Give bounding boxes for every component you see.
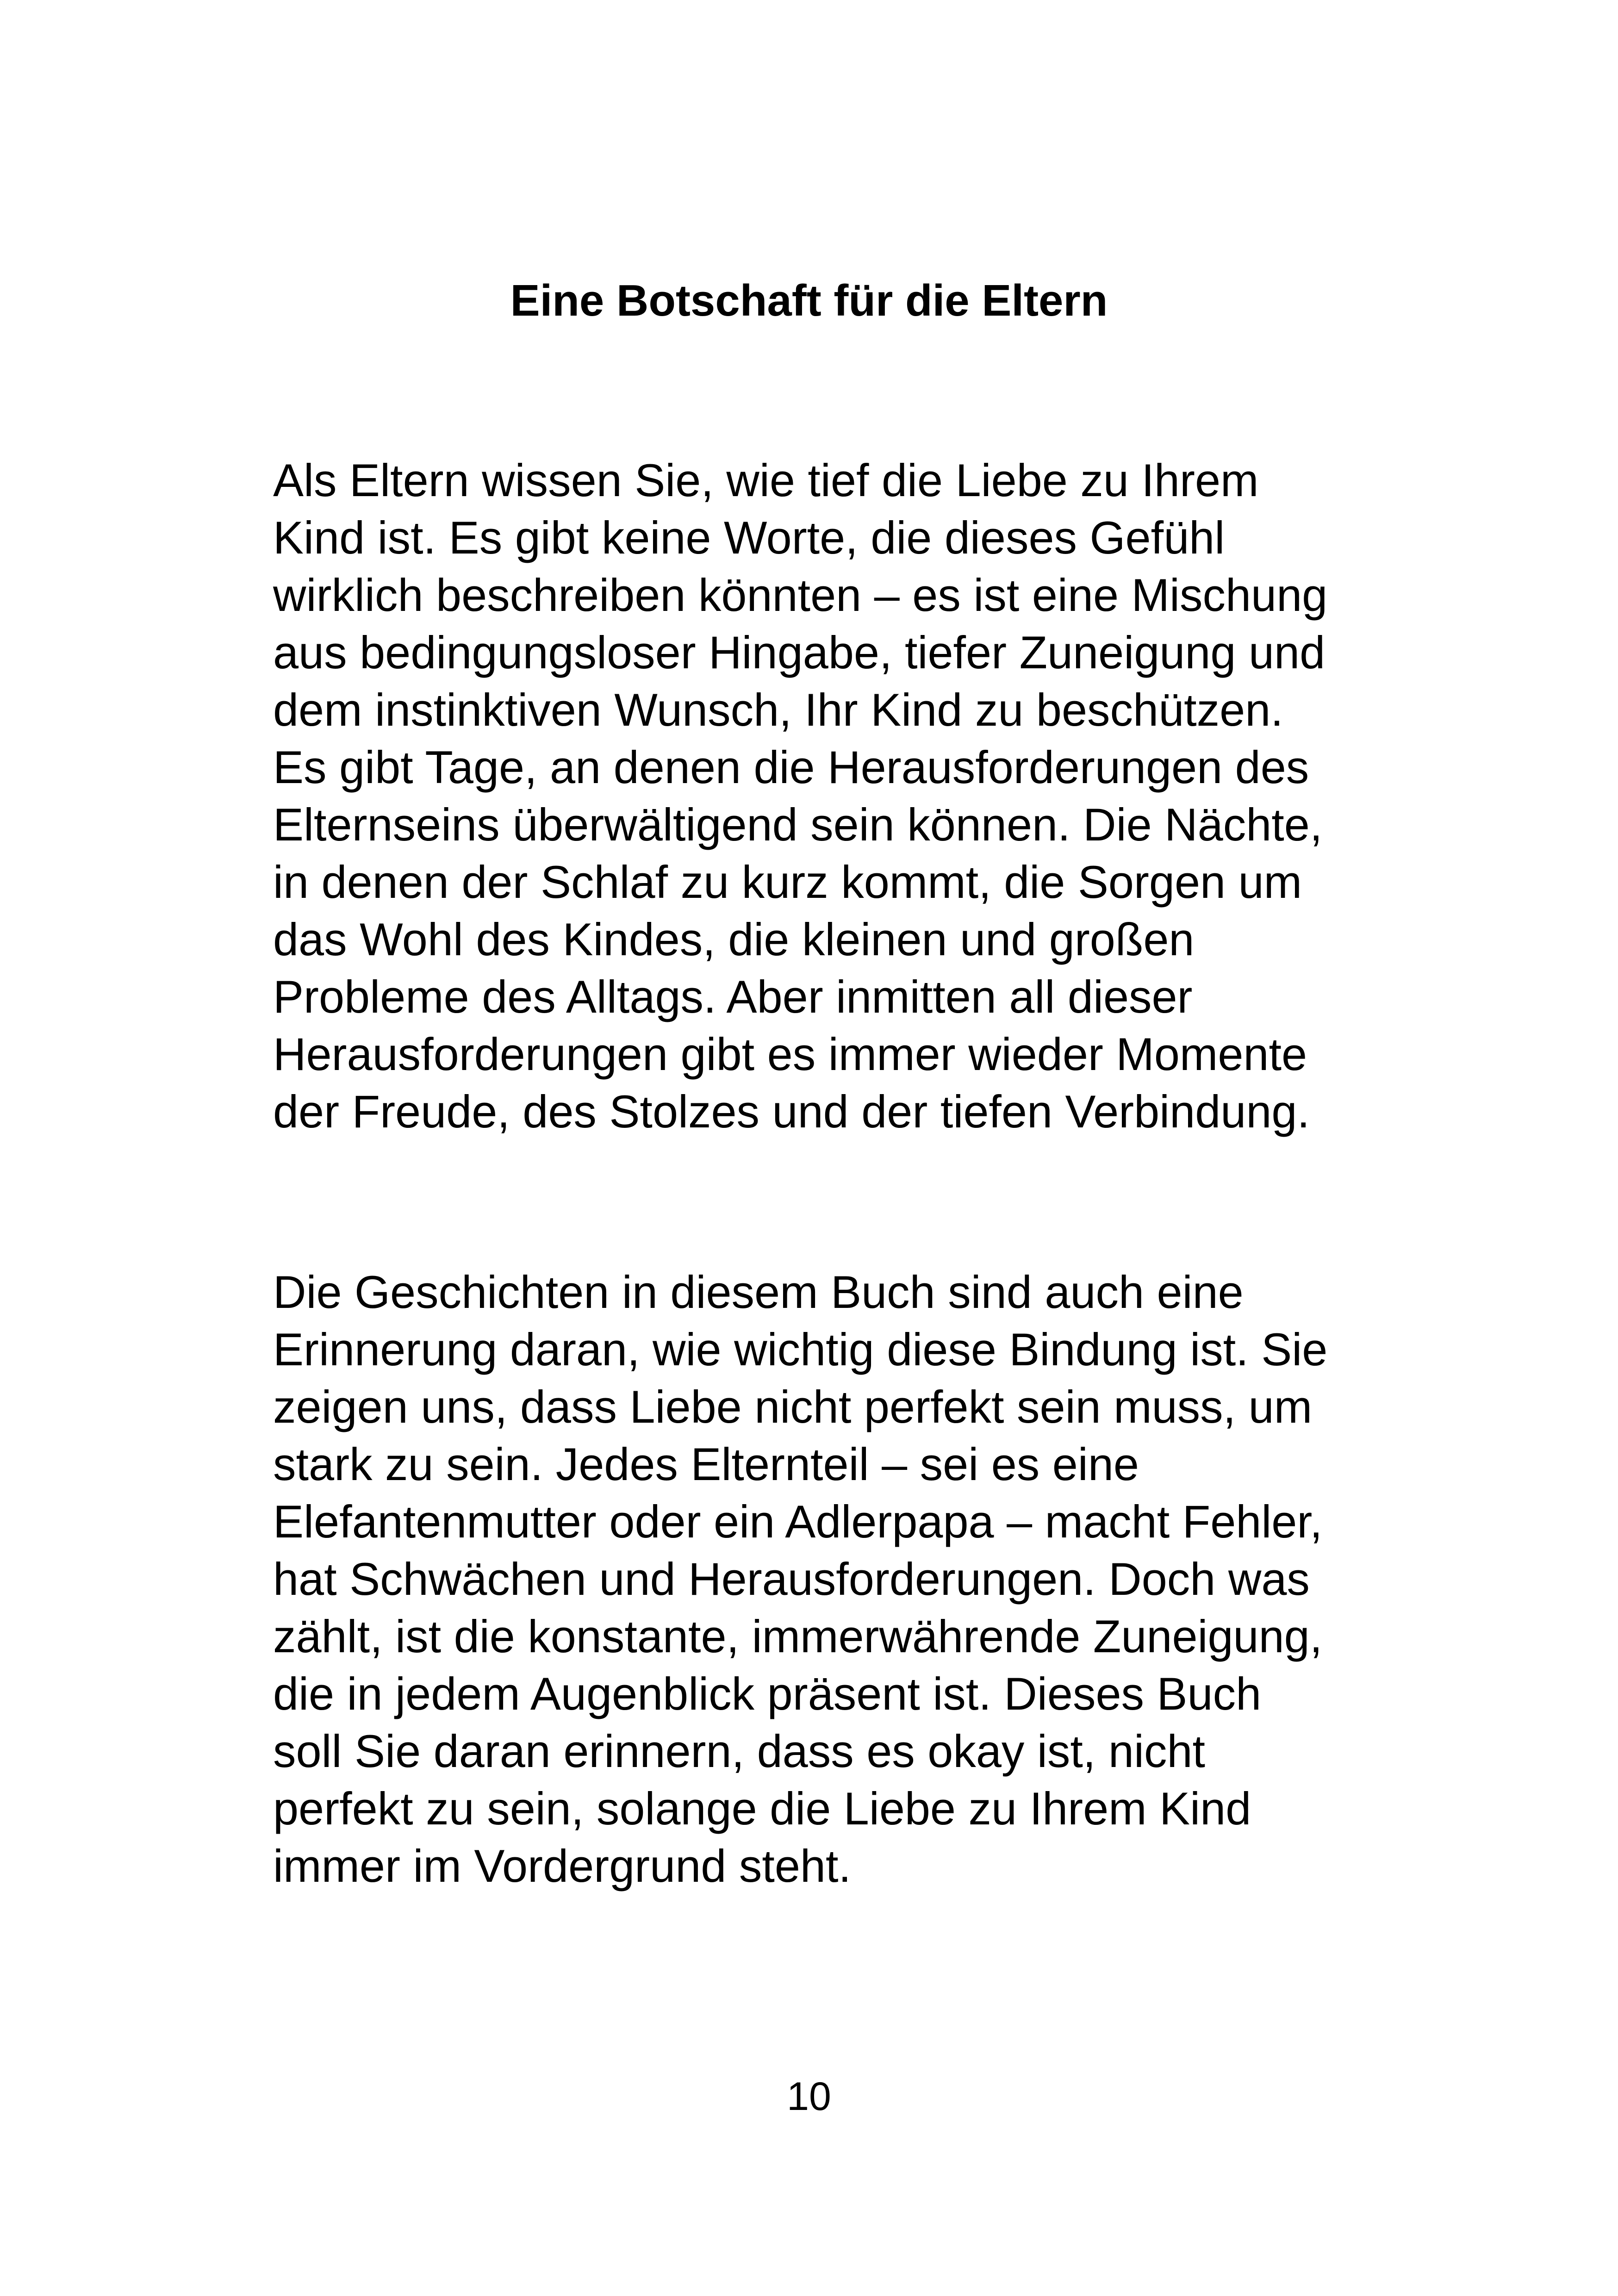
text-line: Kind ist. Es gibt keine Worte, die dieses Gefühl (273, 512, 1225, 563)
text-line: Als Eltern wissen Sie, wie tief die Liebe zu Ihrem (273, 454, 1259, 506)
text-line: Herausforderungen gibt es immer wieder Momente (273, 1028, 1307, 1080)
text-line: zeigen uns, dass Liebe nicht perfekt sein muss, um (273, 1381, 1313, 1432)
page-number: 10 (787, 2074, 831, 2119)
text-line: in denen der Schlaf zu kurz kommt, die Sorgen um (273, 856, 1302, 908)
text-line: wirklich beschreiben könnten – es ist eine Mischung (273, 569, 1328, 621)
page-title: Eine Botschaft für die Eltern (510, 276, 1108, 325)
text-line: Elternseins überwältigend sein können. Die Nächte, (273, 799, 1323, 850)
text-line: Die Geschichten in diesem Buch sind auch eine (273, 1266, 1244, 1318)
text-line: perfekt zu sein, solange die Liebe zu Ihrem Kind (273, 1783, 1251, 1834)
text-line: dem instinktiven Wunsch, Ihr Kind zu beschützen. (273, 684, 1283, 735)
paragraph-1 (273, 452, 1393, 1140)
text-line: soll Sie daran erinnern, dass es okay ist, nicht (273, 1725, 1206, 1777)
text-line: der Freude, des Stolzes und der tiefen Verbindung. (273, 1086, 1310, 1137)
paragraph-2 (273, 1263, 1393, 1895)
text-line: zählt, ist die konstante, immerwährende Zuneigung, (273, 1611, 1323, 1662)
text-line: Erinnerung daran, wie wichtig diese Bindung ist. Sie (273, 1324, 1328, 1375)
text-line: Probleme des Alltags. Aber inmitten all dieser (273, 971, 1193, 1022)
text-line: Es gibt Tage, an denen die Herausforderungen des (273, 741, 1309, 793)
text-line: Elefantenmutter oder ein Adlerpapa – macht Fehler, (273, 1496, 1323, 1547)
text-line: die in jedem Augenblick präsent ist. Dieses Buch (273, 1668, 1262, 1719)
text-line: aus bedingungsloser Hingabe, tiefer Zuneigung und (273, 627, 1326, 678)
text-line: das Wohl des Kindes, die kleinen und großen (273, 914, 1195, 965)
text-line: immer im Vordergrund steht. (273, 1840, 851, 1892)
text-line: hat Schwächen und Herausforderungen. Doch was (273, 1553, 1310, 1605)
text-line: stark zu sein. Jedes Elternteil – sei es eine (273, 1438, 1139, 1490)
